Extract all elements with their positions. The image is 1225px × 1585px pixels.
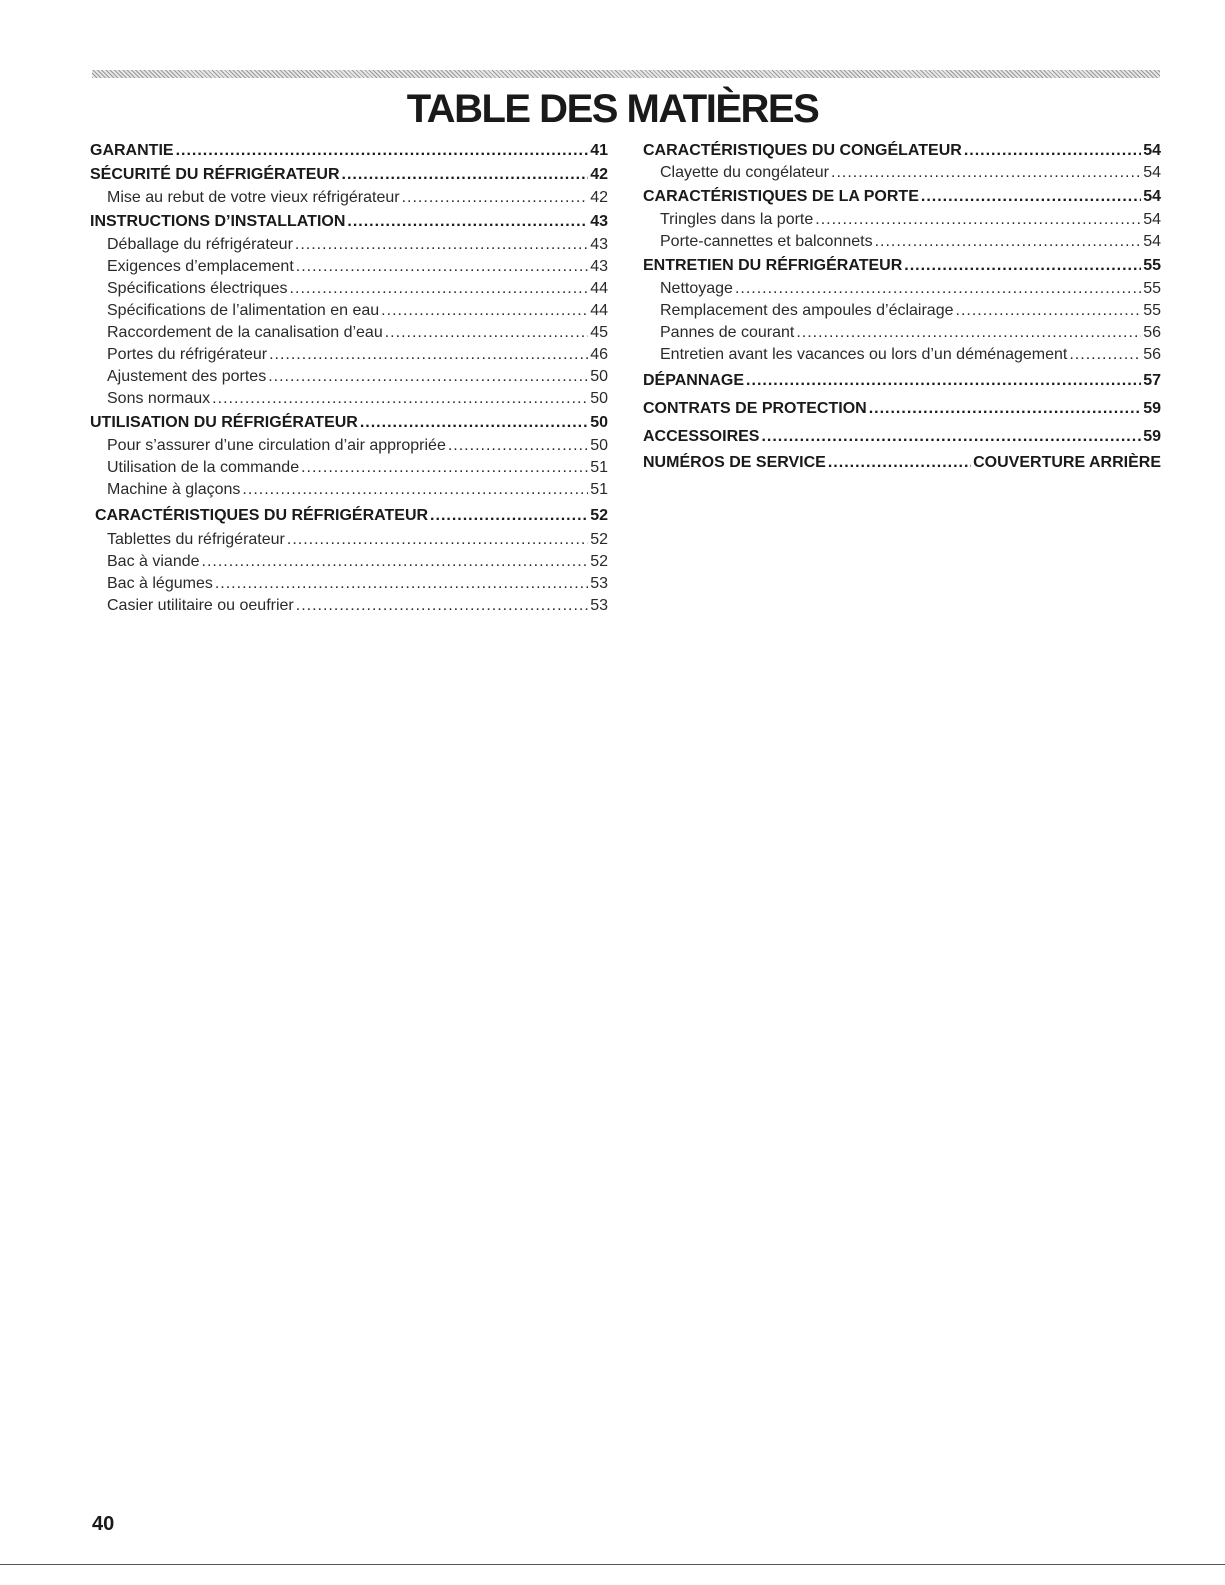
toc-entry-caracteristiques-porte[interactable] [643, 184, 1161, 209]
toc-entry-label: CARACTÉRISTIQUES DE LA PORTE [643, 188, 919, 205]
header-rule [92, 70, 1160, 78]
dot-leader [287, 529, 588, 551]
dot-leader [215, 573, 588, 595]
toc-entry-label: Machine à glaçons [107, 481, 241, 498]
toc-entry-page: 50 [590, 437, 608, 454]
dot-leader [430, 501, 588, 531]
toc-entry-label: SÉCURITÉ DU RÉFRIGÉRATEUR [90, 166, 340, 183]
toc-entry-tablettes[interactable] [90, 529, 608, 551]
dot-leader [360, 410, 588, 435]
toc-entry-page: 45 [590, 324, 608, 341]
toc-entry-page: 52 [590, 553, 608, 570]
toc-entry-page: 57 [1143, 372, 1161, 389]
toc-entry-page: COUVERTURE ARRIÈRE [973, 454, 1161, 471]
toc-entry-label: Entretien avant les vacances ou lors d’un déménagement [660, 346, 1068, 363]
toc-entry-page: 43 [590, 258, 608, 275]
toc-entry-label: Raccordement de la canalisation d’eau [107, 324, 383, 341]
toc-entry-label: Casier utilitaire ou oeufrier [107, 597, 294, 614]
toc-entry-label: GARANTIE [90, 142, 174, 159]
dot-leader [828, 450, 971, 475]
toc-entry-page: 41 [590, 142, 608, 159]
toc-entry-specifications-electriques[interactable] [90, 278, 608, 300]
toc-entry-label: Sons normaux [107, 390, 211, 407]
toc-entry-raccordement[interactable] [90, 322, 608, 344]
toc-entry-circulation-air[interactable] [90, 435, 608, 457]
toc-entry-page: 54 [1143, 164, 1161, 181]
toc-entry-mise-au-rebut[interactable] [90, 187, 608, 209]
toc-entry-numeros-service[interactable] [643, 450, 1161, 475]
toc-entry-label: Utilisation de la commande [107, 459, 300, 476]
toc-entry-tringles[interactable] [643, 209, 1161, 231]
dot-leader [815, 209, 1141, 231]
toc-entry-label: Nettoyage [660, 280, 733, 297]
toc-entry-page: 50 [590, 414, 608, 431]
dot-leader [269, 344, 588, 366]
toc-entry-label: Pour s’assurer d’une circulation d’air appropriée [107, 437, 446, 454]
toc-entry-casier-utilitaire[interactable] [90, 595, 608, 617]
toc-entry-caracteristiques-congelateur[interactable] [643, 140, 1161, 162]
toc-entry-depannage[interactable] [643, 366, 1161, 394]
toc-entry-sons-normaux[interactable] [90, 388, 608, 410]
toc-entry-label: Exigences d’emplacement [107, 258, 294, 275]
toc-entry-utilisation[interactable] [90, 410, 608, 435]
toc-entry-page: 52 [590, 531, 608, 548]
toc-entry-label: ACCESSOIRES [643, 428, 760, 445]
toc-entry-contrats[interactable] [643, 394, 1161, 422]
toc-entry-label: DÉPANNAGE [643, 372, 745, 389]
toc-entry-page: 55 [1143, 280, 1161, 297]
toc-entry-page: 55 [1143, 257, 1161, 274]
toc-entry-label: Tringles dans la porte [660, 211, 814, 228]
dot-leader [176, 140, 589, 162]
dot-leader [735, 278, 1141, 300]
toc-entry-label: Pannes de courant [660, 324, 795, 341]
dot-leader [761, 422, 1141, 452]
toc-entry-bac-legumes[interactable] [90, 573, 608, 595]
toc-entry-page: 42 [590, 166, 608, 183]
dot-leader [402, 187, 589, 209]
toc-entry-page: 54 [1143, 211, 1161, 228]
toc-entry-page: 56 [1143, 346, 1161, 363]
toc-entry-page: 51 [590, 459, 608, 476]
toc-entry-pannes-courant[interactable] [643, 322, 1161, 344]
toc-entry-accessoires[interactable] [643, 422, 1161, 450]
dot-leader [296, 256, 588, 278]
toc-entry-label: Spécifications électriques [107, 280, 288, 297]
toc-entry-page: 52 [590, 507, 608, 524]
dot-leader [385, 322, 588, 344]
toc-entry-label: Ajustement des portes [107, 368, 267, 385]
toc-entry-clayette[interactable] [643, 162, 1161, 184]
dot-leader [869, 394, 1142, 424]
toc-entry-page: 43 [590, 213, 608, 230]
toc-entry-label: Portes du réfrigérateur [107, 346, 268, 363]
toc-entry-page: 59 [1143, 400, 1161, 417]
toc-entry-label: CARACTÉRISTIQUES DU RÉFRIGÉRATEUR [95, 507, 429, 524]
toc-entry-page: 44 [590, 280, 608, 297]
toc-entry-exigences-emplacement[interactable] [90, 256, 608, 278]
toc-entry-page: 59 [1143, 428, 1161, 445]
toc-entry-label: Bac à viande [107, 553, 200, 570]
dot-leader [448, 435, 588, 457]
toc-entry-page: 43 [590, 236, 608, 253]
dot-leader [296, 595, 588, 617]
toc-entry-page: 44 [590, 302, 608, 319]
dot-leader [746, 366, 1141, 396]
toc-entry-label: Clayette du congélateur [660, 164, 829, 181]
dot-leader [295, 234, 588, 256]
toc-entry-label: Remplacement des ampoules d’éclairage [660, 302, 954, 319]
toc-entry-page: 56 [1143, 324, 1161, 341]
toc-entry-label: Déballage du réfrigérateur [107, 236, 293, 253]
toc-entry-ampoules[interactable] [643, 300, 1161, 322]
toc-entry-page: 42 [590, 189, 608, 206]
toc-left-column [90, 140, 608, 617]
toc-entry-caracteristiques-refrigerateur[interactable] [90, 501, 608, 529]
toc-entry-bac-viande[interactable] [90, 551, 608, 573]
dot-leader [381, 300, 588, 322]
dot-leader [347, 209, 588, 234]
dot-leader [301, 457, 588, 479]
dot-leader [831, 162, 1141, 184]
toc-entry-securite[interactable] [90, 162, 608, 187]
toc-entry-page: 50 [590, 390, 608, 407]
toc-entry-page: 53 [590, 597, 608, 614]
dot-leader [202, 551, 589, 573]
dot-leader [212, 388, 588, 410]
toc-entry-garantie[interactable] [90, 140, 608, 162]
dot-leader [1069, 344, 1141, 366]
toc-entry-page: 54 [1143, 188, 1161, 205]
toc-entry-label: Tablettes du réfrigérateur [107, 531, 285, 548]
dot-leader [921, 184, 1141, 209]
toc-entry-instructions-installation[interactable] [90, 209, 608, 234]
toc-entry-page: 50 [590, 368, 608, 385]
toc-entry-machine-glacons[interactable] [90, 479, 608, 501]
toc-entry-label: CARACTÉRISTIQUES DU CONGÉLATEUR [643, 142, 962, 159]
dot-leader [268, 366, 588, 388]
toc-entry-page: 53 [590, 575, 608, 592]
toc-entry-label: Porte-cannettes et balconnets [660, 233, 873, 250]
footer-rule [0, 1564, 1225, 1565]
toc-entry-ajustement-portes[interactable] [90, 366, 608, 388]
toc-entry-label: Mise au rebut de votre vieux réfrigérateur [107, 189, 400, 206]
dot-leader [342, 162, 589, 187]
page-number: 40 [92, 1513, 115, 1535]
toc-entry-label: Spécifications de l’alimentation en eau [107, 302, 380, 319]
dot-leader [242, 479, 588, 501]
dot-leader [290, 278, 589, 300]
toc-entry-deballage[interactable] [90, 234, 608, 256]
dot-leader [875, 231, 1142, 253]
toc-entry-label: CONTRATS DE PROTECTION [643, 400, 867, 417]
toc-entry-commande[interactable] [90, 457, 608, 479]
dot-leader [904, 253, 1141, 278]
toc-entry-page: 46 [590, 346, 608, 363]
toc-entry-nettoyage[interactable] [643, 278, 1161, 300]
toc-right-column [643, 140, 1161, 475]
toc-entry-porte-cannettes[interactable] [643, 231, 1161, 253]
toc-entry-label: Bac à légumes [107, 575, 213, 592]
dot-leader [964, 140, 1141, 162]
dot-leader [956, 300, 1142, 322]
toc-entry-page: 54 [1143, 142, 1161, 159]
toc-entry-page: 54 [1143, 233, 1161, 250]
toc-entry-portes[interactable] [90, 344, 608, 366]
page-title: TABLE DES MATIÈRES [406, 87, 819, 131]
toc-entry-alimentation-eau[interactable] [90, 300, 608, 322]
toc-entry-label: ENTRETIEN DU RÉFRIGÉRATEUR [643, 257, 903, 274]
toc-entry-entretien[interactable] [643, 253, 1161, 278]
toc-entry-label: NUMÉROS DE SERVICE [643, 454, 826, 471]
toc-entry-label: UTILISATION DU RÉFRIGÉRATEUR [90, 414, 358, 431]
toc-entry-page: 55 [1143, 302, 1161, 319]
toc-entry-label: INSTRUCTIONS D’INSTALLATION [90, 213, 346, 230]
dot-leader [796, 322, 1141, 344]
toc-entry-page: 51 [590, 481, 608, 498]
toc-entry-vacances[interactable] [643, 344, 1161, 366]
